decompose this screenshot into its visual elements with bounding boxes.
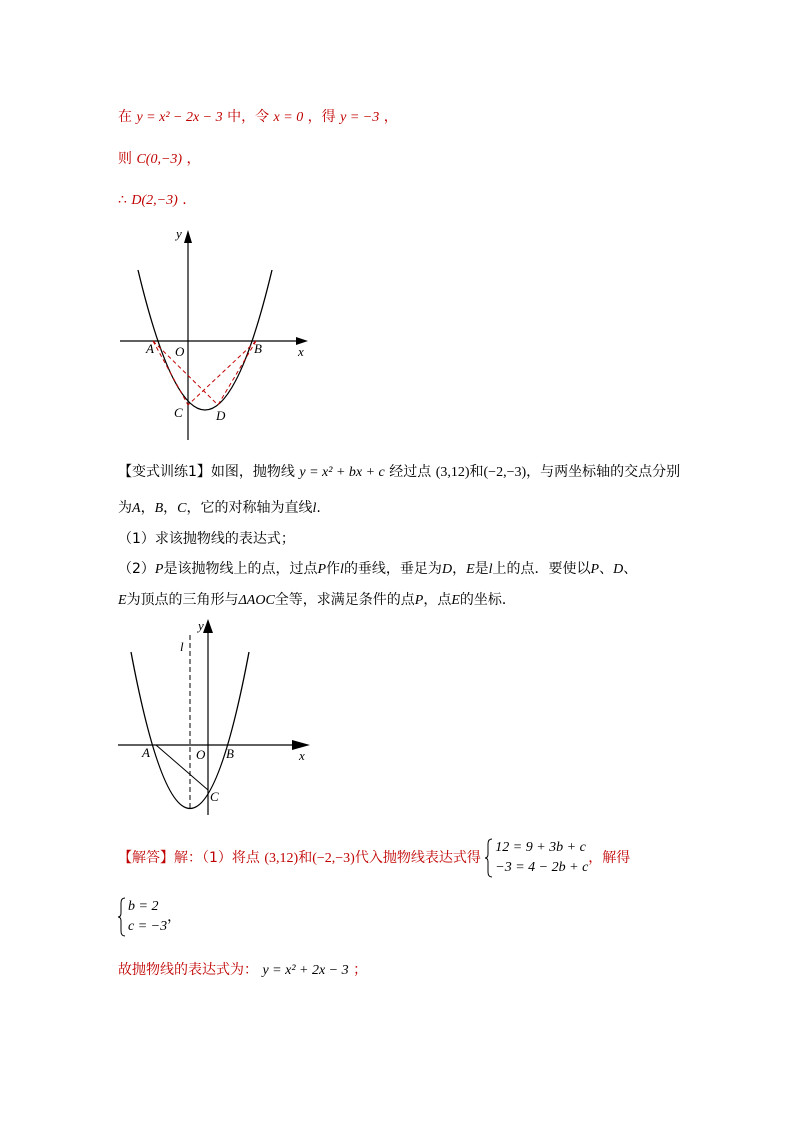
math-var: C	[177, 501, 187, 516]
text: ，	[383, 109, 398, 125]
text: ，点	[423, 592, 452, 608]
label-O-2: O	[196, 747, 206, 762]
math-var: P	[317, 562, 327, 577]
solution-system	[118, 897, 167, 937]
label-x-2: x	[299, 748, 305, 763]
text: 是	[474, 561, 489, 577]
exercise-q1	[118, 529, 295, 549]
math-expr: y = x² + 2x − 3	[262, 963, 349, 978]
answer-solution	[118, 897, 181, 937]
text: 全等，求满足条件的点	[274, 592, 415, 608]
equation-system	[485, 838, 588, 878]
math-var: l	[340, 562, 344, 577]
math-var: l	[312, 501, 317, 516]
label-D: D	[216, 408, 226, 423]
text: .	[316, 500, 321, 516]
text: 、	[623, 561, 638, 577]
label-l: l	[180, 639, 184, 654]
segment-AD	[153, 341, 218, 405]
text: 的垂线，垂足为	[343, 561, 442, 577]
answer-final	[118, 960, 367, 981]
label-y-2: y	[198, 618, 204, 633]
solution-1: b = 2	[128, 899, 159, 914]
segment-BD	[218, 341, 256, 405]
brace-icon	[485, 838, 493, 878]
label-B: B	[254, 341, 262, 356]
math-expr: (−2,−3)	[483, 465, 527, 480]
label-C-2: C	[210, 789, 219, 804]
text: 代入抛物线表达式得	[354, 850, 481, 866]
math-expr: y = −3	[340, 110, 380, 125]
text: 作	[326, 561, 341, 577]
text: 的坐标．	[459, 592, 516, 608]
math-expr: (−2,−3)	[312, 851, 355, 866]
math-var: E	[118, 593, 127, 608]
math-var: A	[132, 501, 141, 516]
label-O: O	[175, 344, 185, 359]
answer-header: 【解答】	[118, 850, 174, 866]
text: ，	[163, 500, 178, 516]
text: ，	[167, 909, 182, 925]
segment-BC	[188, 341, 256, 405]
label-y: y	[176, 226, 182, 241]
text: ，	[452, 561, 467, 577]
exercise-header: 【变式训练1】	[118, 464, 211, 480]
exercise-line-1	[118, 462, 680, 483]
brace-icon	[118, 897, 126, 937]
y-axis-arrow-icon	[184, 230, 192, 243]
math-var: P	[414, 593, 424, 608]
label-B-2: B	[226, 746, 234, 761]
math-var: P	[590, 562, 600, 577]
math-var: E	[451, 593, 460, 608]
text: 、	[599, 561, 614, 577]
text: 是该抛物线上的点，过点	[163, 561, 318, 577]
text: 解：（1）将点	[174, 850, 260, 866]
text: （1）求该抛物线的表达式；	[118, 531, 295, 547]
math-expr: D(2,−3)	[131, 193, 178, 208]
math-expr: (3,12)	[435, 465, 470, 480]
y-axis-arrow-icon-2	[203, 619, 213, 633]
text: 如图，抛物线	[210, 464, 295, 480]
text: 为顶点的三角形与	[126, 592, 239, 608]
text: 为	[118, 500, 132, 516]
text: ，与两坐标轴的交点分别	[526, 464, 681, 480]
text: .	[182, 192, 187, 208]
exercise-line-2	[118, 498, 321, 519]
text: ，	[186, 151, 201, 167]
text: 和	[469, 464, 484, 480]
exercise-q2-line-2	[118, 590, 516, 611]
math-var: l	[488, 562, 493, 577]
text: 经过点	[389, 464, 432, 480]
math-expr: (3,12)	[264, 851, 299, 866]
math-expr: x = 0	[273, 110, 304, 125]
solution-2: c = −3	[128, 919, 168, 934]
text: 则	[118, 151, 132, 167]
text: ，	[140, 500, 155, 516]
math-var: D	[441, 562, 453, 577]
math-var: P	[154, 562, 164, 577]
label-C: C	[174, 405, 183, 420]
label-A: A	[146, 341, 154, 356]
math-var: E	[466, 562, 475, 577]
text: ，得	[307, 109, 336, 125]
math-var: B	[154, 501, 164, 516]
text: ，解得	[588, 850, 631, 866]
text: 在	[118, 109, 132, 125]
label-x: x	[298, 344, 304, 359]
math-expr: y = x² + bx + c	[299, 465, 385, 480]
exercise-q2-line-1	[118, 559, 637, 580]
therefore-symbol: ∴	[118, 193, 127, 208]
answer-line-1	[118, 838, 630, 879]
label-A-2: A	[142, 745, 150, 760]
text: （2）	[118, 561, 155, 577]
text: ，它的对称轴为直线	[186, 500, 313, 516]
math-var: D	[613, 562, 624, 577]
text: ；	[353, 962, 368, 978]
equation-2: −3 = 4 − 2b + c	[495, 860, 589, 875]
text: 中，令	[227, 109, 270, 125]
text: 故抛物线的表达式为：	[118, 962, 258, 978]
math-expr: C(0,−3)	[136, 152, 183, 167]
text: 和	[298, 850, 313, 866]
math-expr: ΔAOC	[238, 593, 275, 608]
equation-1: 12 = 9 + 3b + c	[495, 840, 586, 855]
text: 上的点．要使以	[492, 561, 591, 577]
math-expr: y = x² − 2x − 3	[136, 110, 223, 125]
